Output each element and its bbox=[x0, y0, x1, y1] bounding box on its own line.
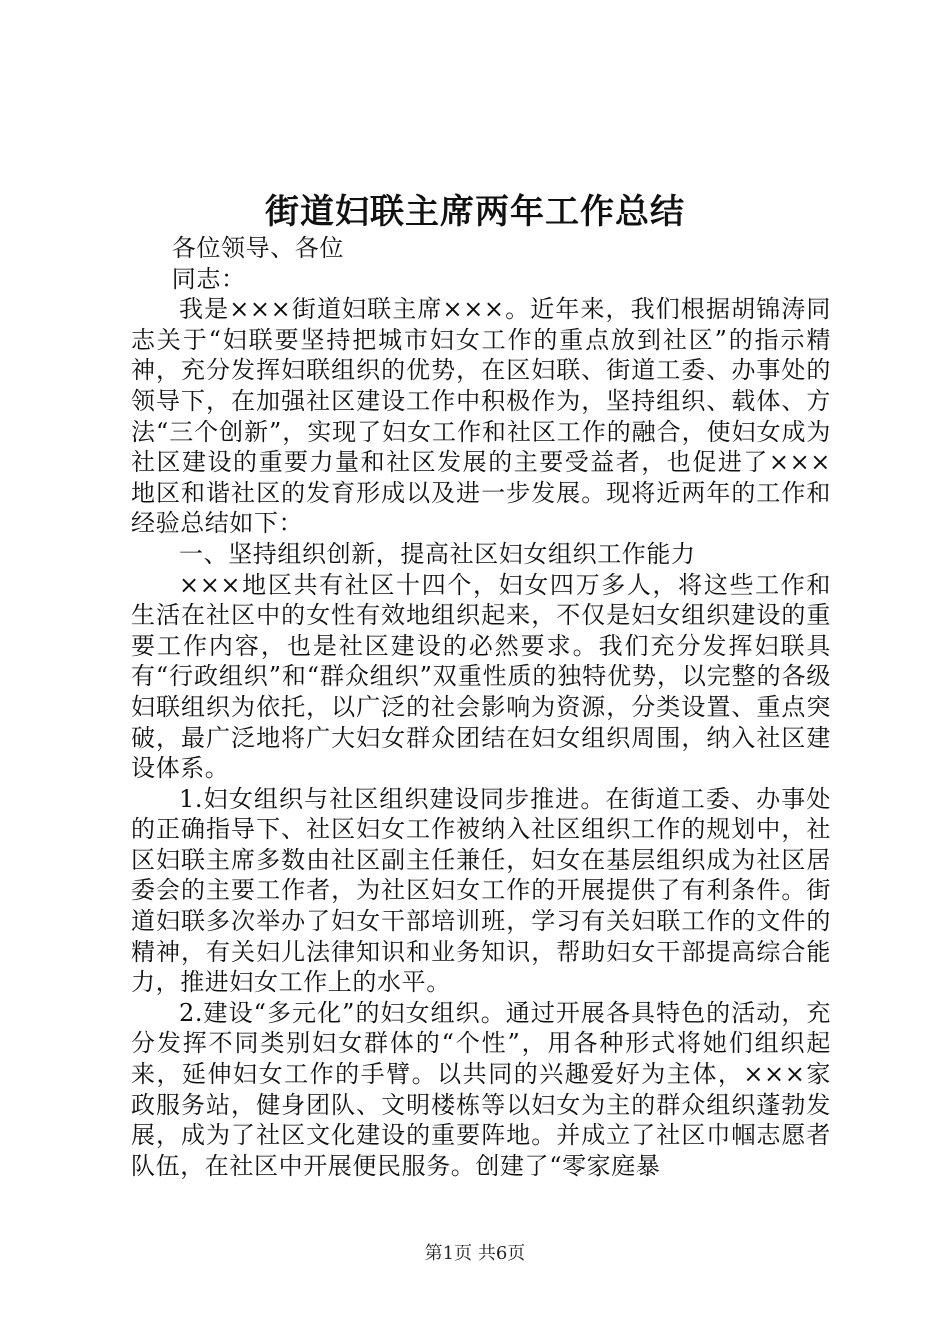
document-title: 街道妇联主席两年工作总结 bbox=[265, 192, 685, 232]
paragraph-intro: 我是×××街道妇联主席×××。近年来，我们根据胡锦涛同志关于“妇联要坚持把城市妇女工作的重点放到社区”的指示精神，充分发挥妇联组织的优势，在区妇联、街道工委、办事处的领导下，在加强社区建设工作中积极作为，坚持组织、载体、方法“三个创新”，实现了妇女工作和社区工作的融合，使妇女成为社区建设的重要力量和社区发展的主要受益者，也促进了×××地区和谐社区的发育形成以及进一步发展。现将近两年的工作和经验总结如下： bbox=[131, 295, 831, 538]
paragraph-section-1: ×××地区共有社区十四个，妇女四万多人，将这些工作和生活在社区中的女性有效地组织起来，不仅是妇女组织建设的重要工作内容，也是社区建设的必然要求。我们充分发挥妇联具有“行政组织”和“群众组织”双重性质的独特优势，以完整的各级妇联组织为依托，以广泛的社会影响为资源，分类设置、重点突破，最广泛地将广大妇女群众团结在妇女组织周围，纳入社区建设体系。 bbox=[131, 570, 831, 783]
page-footer: 第1页 共6页 bbox=[424, 1243, 526, 1264]
salutation-line-1: 各位领导、各位 bbox=[171, 234, 344, 262]
paragraph-item-1: 1.妇女组织与社区组织建设同步推进。在街道工委、办事处的正确指导下、社区妇女工作被纳入社区组织工作的规划中，社区妇联主席多数由社区副主任兼任，妇女在基层组织成为社区居委会的主要工作者，为社区妇女工作的开展提供了有利条件。街道妇联多次举办了妇女干部培训班，学习有关妇联工作的文件的精神，有关妇儿法律知识和业务知识，帮助妇女干部提高综合能力，推进妇女工作上的水平。 bbox=[131, 784, 831, 997]
section-heading-1: 一、坚持组织创新，提高社区妇女组织工作能力 bbox=[179, 539, 696, 568]
document-body bbox=[131, 233, 831, 1181]
paragraph-item-2: 2.建设“多元化”的妇女组织。通过开展各具特色的活动，充分发挥不同类别妇女群体的“个性”，用各种形式将她们组织起来，延伸妇女工作的手臂。以共同的兴趣爱好为主体，×××家政服务站，健身团队、文明楼栋等以妇女为主的群众组织蓬勃发展，成为了社区文化建设的重要阵地。并成立了社区巾帼志愿者队伍，在社区中开展便民服务。创建了“零家庭暴 bbox=[131, 998, 831, 1180]
salutation-line-2: 同志： bbox=[171, 264, 246, 293]
